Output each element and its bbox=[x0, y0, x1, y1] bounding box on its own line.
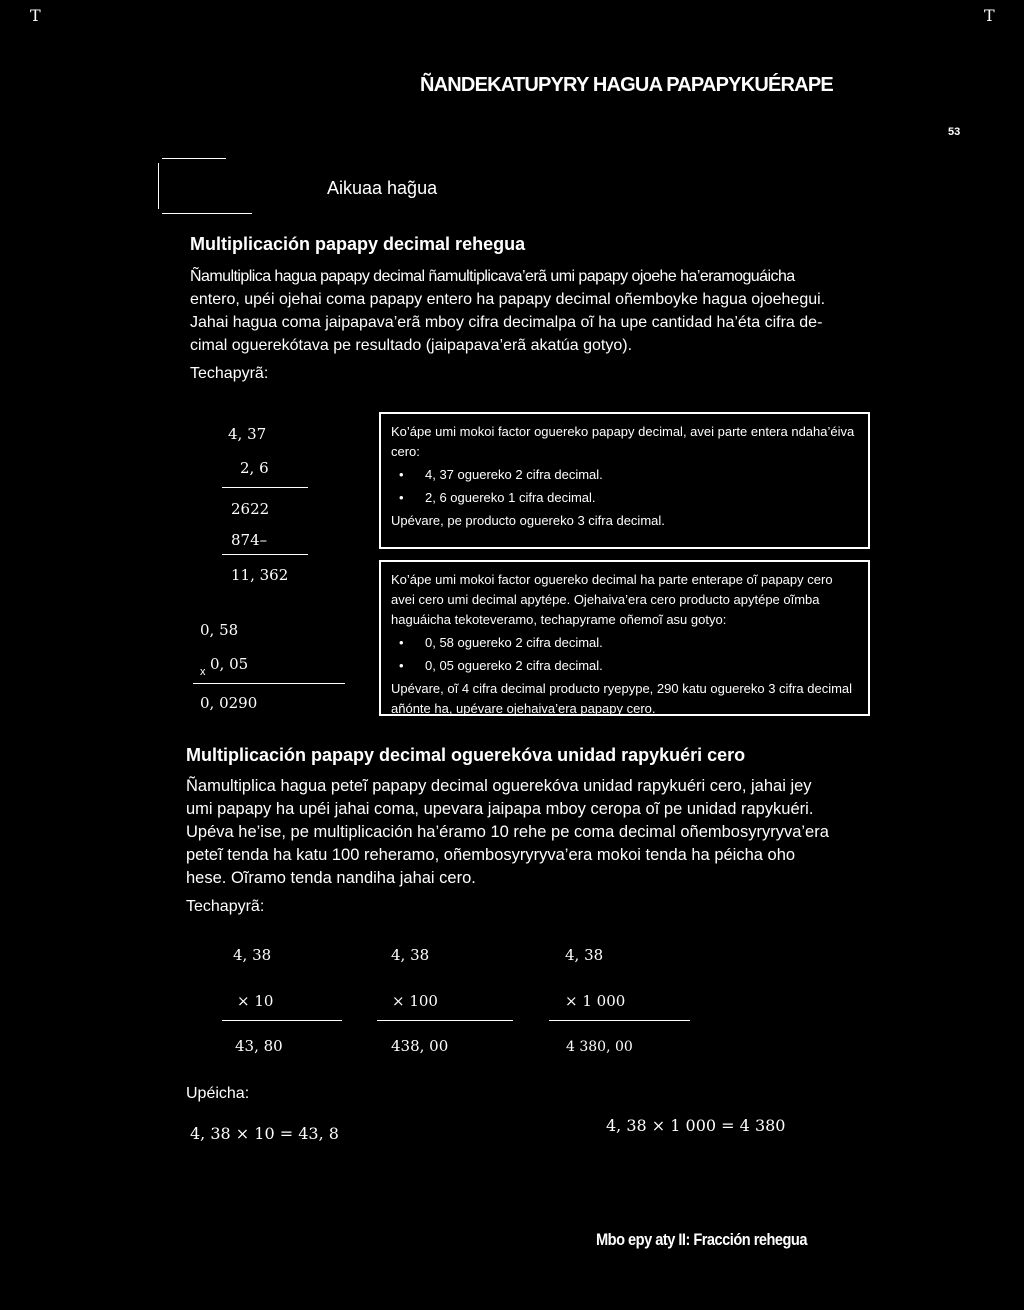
equation-1: 4, 38 × 10 = 43, 8 bbox=[190, 1124, 339, 1143]
section1-line: Jahai hagua coma jaipapava’erã mboy cifra decimalpa oĩ ha upe cantidad ha’éta cifra de- bbox=[190, 314, 823, 331]
then-label: Upéicha: bbox=[186, 1085, 250, 1102]
section1-title: Multiplicación papapy decimal rehegua bbox=[190, 234, 526, 254]
calc5-result: 4 380, 00 bbox=[566, 1039, 633, 1055]
section2-paragraph bbox=[186, 775, 896, 890]
box1-bullet: • 2, 6 oguereko 1 cifra decimal. bbox=[391, 488, 858, 508]
calc5-multiplier: × 1 000 bbox=[565, 992, 626, 1010]
calc3-factor: 4, 38 bbox=[233, 946, 272, 964]
section-label: Aikuaa hag̃ua bbox=[327, 178, 438, 198]
section2-line: umi papapy ha upéi jahai coma, upevara jaipapa mboy ceropa oĩ pe unidad rapykuéri. bbox=[186, 800, 814, 818]
box2-bullet-text: 0, 58 oguereko 2 cifra decimal. bbox=[425, 635, 603, 650]
calc2-times-sign: x bbox=[200, 666, 206, 678]
explanation-box-2 bbox=[379, 560, 870, 716]
label-frame-bottom bbox=[162, 213, 252, 214]
box1-bullet-text: 4, 37 oguereko 2 cifra decimal. bbox=[425, 467, 603, 482]
calc4-factor: 4, 38 bbox=[391, 946, 430, 964]
section1-line: entero, upéi ojehai coma papapy entero ha papapy decimal oñemboyke hagua ojoehegui. bbox=[190, 291, 826, 308]
chapter-footer: Mbo epy aty II: Fracción rehegua bbox=[596, 1230, 807, 1249]
section2-example-label: Techapyrã: bbox=[186, 898, 265, 915]
running-title: ÑANDEKATUPYRY HAGUA PAPAPYKUÉRAPE bbox=[420, 74, 833, 96]
section1-paragraph bbox=[190, 265, 890, 357]
calc1-partial2: 874– bbox=[231, 531, 268, 549]
calc1-rule1 bbox=[222, 487, 308, 488]
calc1-factor2: 2, 6 bbox=[240, 459, 269, 477]
section2-title: Multiplicación papapy decimal oguerekóva unidad rapykuéri cero bbox=[186, 745, 746, 765]
crop-mark-right: T bbox=[984, 6, 995, 25]
section1-line: cimal oguerekótava pe resultado (jaipapava’erã akatúa gotyo). bbox=[190, 337, 633, 354]
calc4-multiplier: × 100 bbox=[392, 992, 438, 1010]
section2-line: Upéva he’ise, pe multiplicación ha’éramo 10 rehe pe coma decimal oñembosyryryva’era bbox=[186, 823, 829, 841]
box2-conclusion: Upévare, oĩ 4 cifra decimal producto ryepype, 290 katu oguereko 3 cifra decimal añónte ha, upévare ojehaiva’era papapy cero. bbox=[391, 681, 853, 716]
section2-line: Ñamultiplica hagua peteĩ papapy decimal oguerekóva unidad rapykuéri cero, jahai jey bbox=[186, 777, 812, 795]
box1-conclusion: Upévare, pe producto oguereko 3 cifra decimal. bbox=[391, 513, 665, 528]
section2-line: peteĩ tenda ha katu 100 reheramo, oñembosyryryva’era mokoi tenda ha péicha oho bbox=[186, 846, 796, 864]
label-frame-top bbox=[162, 158, 226, 159]
calc1-factor1: 4, 37 bbox=[228, 425, 267, 443]
box2-bullet: • 0, 58 oguereko 2 cifra decimal. bbox=[391, 633, 858, 653]
section2-line: hese. Oĩramo tenda nandiha jahai cero. bbox=[186, 869, 476, 887]
calc1-partial1: 2622 bbox=[231, 500, 270, 518]
box1-intro: Ko’ápe umi mokoi factor oguereko papapy decimal, avei parte entera ndaha’éiva cero: bbox=[391, 424, 855, 459]
equation-2: 4, 38 × 1 000 = 4 380 bbox=[606, 1116, 786, 1135]
calc1-rule2 bbox=[222, 554, 308, 555]
crop-mark-left: T bbox=[30, 6, 41, 25]
calc5-rule bbox=[549, 1020, 690, 1021]
calc3-result: 43, 80 bbox=[235, 1037, 283, 1055]
section1-line: Ñamultiplica hagua papapy decimal ñamultiplicava’erã umi papapy ojoehe ha’eramoguáicha bbox=[190, 268, 795, 285]
calc2-factor2: 0, 05 bbox=[210, 655, 249, 673]
box1-bullet-text: 2, 6 oguereko 1 cifra decimal. bbox=[425, 490, 596, 505]
calc2-factor1: 0, 58 bbox=[200, 621, 239, 639]
page-number: 53 bbox=[948, 126, 961, 138]
box2-intro: Ko’ápe umi mokoi factor oguereko decimal ha parte enterape oĩ papapy cero avei cero umi decimal apytépe. Ojehaiva’era cero producto apytépe oĩmba haguáicha tekoteveramo, techapyrame oñemoĩ asu gotyo: bbox=[391, 572, 833, 627]
box1-bullet: • 4, 37 oguereko 2 cifra decimal. bbox=[391, 465, 858, 485]
box2-bullet-text: 0, 05 oguereko 2 cifra decimal. bbox=[425, 658, 603, 673]
box2-bullet: • 0, 05 oguereko 2 cifra decimal. bbox=[391, 656, 858, 676]
calc3-rule bbox=[222, 1020, 342, 1021]
section1-example-label: Techapyrã: bbox=[190, 365, 269, 382]
label-frame-left bbox=[158, 163, 159, 209]
explanation-box-1 bbox=[379, 412, 870, 549]
calc3-multiplier: × 10 bbox=[237, 992, 274, 1010]
calc2-rule bbox=[193, 683, 345, 684]
calc2-result: 0, 0290 bbox=[200, 694, 258, 712]
calc4-result: 438, 00 bbox=[391, 1037, 449, 1055]
calc5-factor: 4, 38 bbox=[565, 946, 604, 964]
calc1-result: 11, 362 bbox=[231, 566, 289, 584]
calc4-rule bbox=[377, 1020, 513, 1021]
